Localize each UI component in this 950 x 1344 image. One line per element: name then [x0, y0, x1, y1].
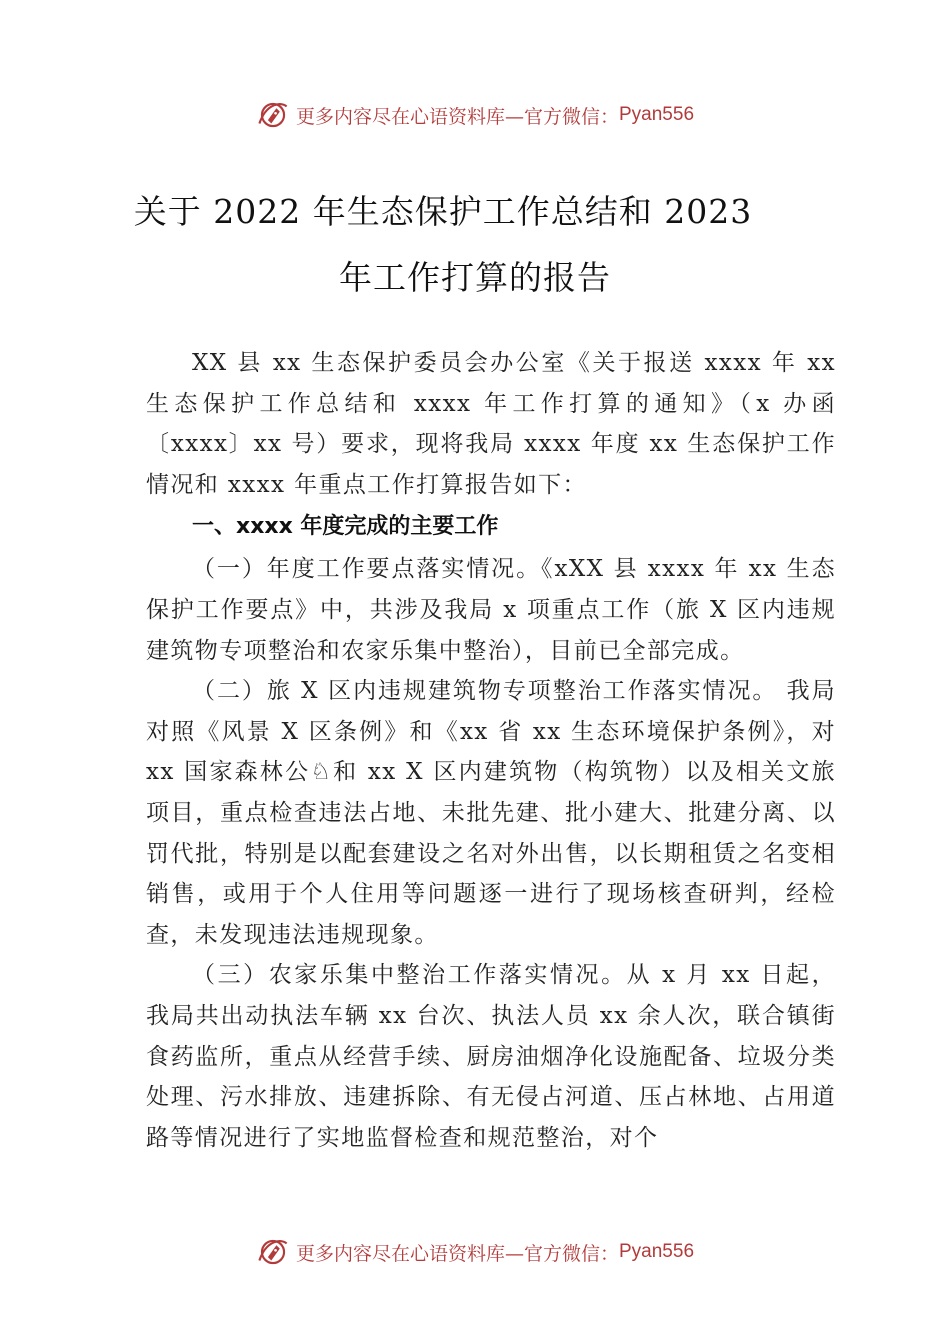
- section-heading-1: 一、xxxx 年度完成的主要工作: [192, 514, 499, 540]
- document-title-line-2: 年工作打算的报告: [339, 258, 611, 297]
- document-body: [146, 343, 836, 1158]
- document-title-line-1: 关于 2022 年生态保护工作总结和 2023: [133, 192, 753, 231]
- intro-paragraph: XX 县 xx 生态保护委员会办公室《关于报送 xxxx 年 xx 生态保护工作总结和 xxxx 年工作打算的通知》（x 办函〔xxxx〕xx 号）要求，现将我局 xxxx 年度 xx 生态保护工作情况和 xxxx 年重点工作打算报告如下：: [146, 350, 836, 498]
- paragraph-2: （二）旅 X 区内违规建筑物专项整治工作落实情况。 我局对照《风景 X 区条例》和《xx 省 xx 生态环境保护条例》，对 xx 国家森林公♘和 xx X 区内建筑物（构筑物）以及相关文旅项目，重点检查违法占地、未批先建、批小建大、批建分离、以罚代批，特别是以配套建设之名对外出售，以长期租赁之名变相销售，或用于个人住用等问题逐一进行了现场核查研判，经检查，未发现违法违规现象。: [146, 678, 836, 948]
- pen-nib-logo-icon: [256, 1235, 290, 1269]
- paragraph-1: （一）年度工作要点落实情况。《xXX 县 xxxx 年 xx 生态保护工作要点》中，共涉及我局 x 项重点工作（旅 X 区内违规建筑物专项整治和农家乐集中整治），目前已全部完成。: [146, 556, 836, 664]
- footer-banner: [0, 1232, 950, 1272]
- header-banner: [0, 95, 950, 135]
- banner-text: 更多内容尽在心语资料库—官方微信：: [295, 1242, 619, 1265]
- banner-wechat-id: Pyan556: [619, 1241, 695, 1262]
- banner-text: 更多内容尽在心语资料库—官方微信：: [295, 105, 619, 128]
- paragraph-3: （三）农家乐集中整治工作落实情况。从 x 月 xx 日起， 我局共出动执法车辆 xx 台次、执法人员 xx 余人次，联合镇街食药监所，重点从经营手续、厨房油烟净化设施配备、垃圾分类处理、污水排放、违建拆除、有无侵占河道、压占林地、占用道路等情况进行了实地监督检查和规范整治，对个: [146, 962, 836, 1151]
- pen-nib-logo-icon: [256, 98, 290, 132]
- banner-wechat-id: Pyan556: [619, 104, 695, 125]
